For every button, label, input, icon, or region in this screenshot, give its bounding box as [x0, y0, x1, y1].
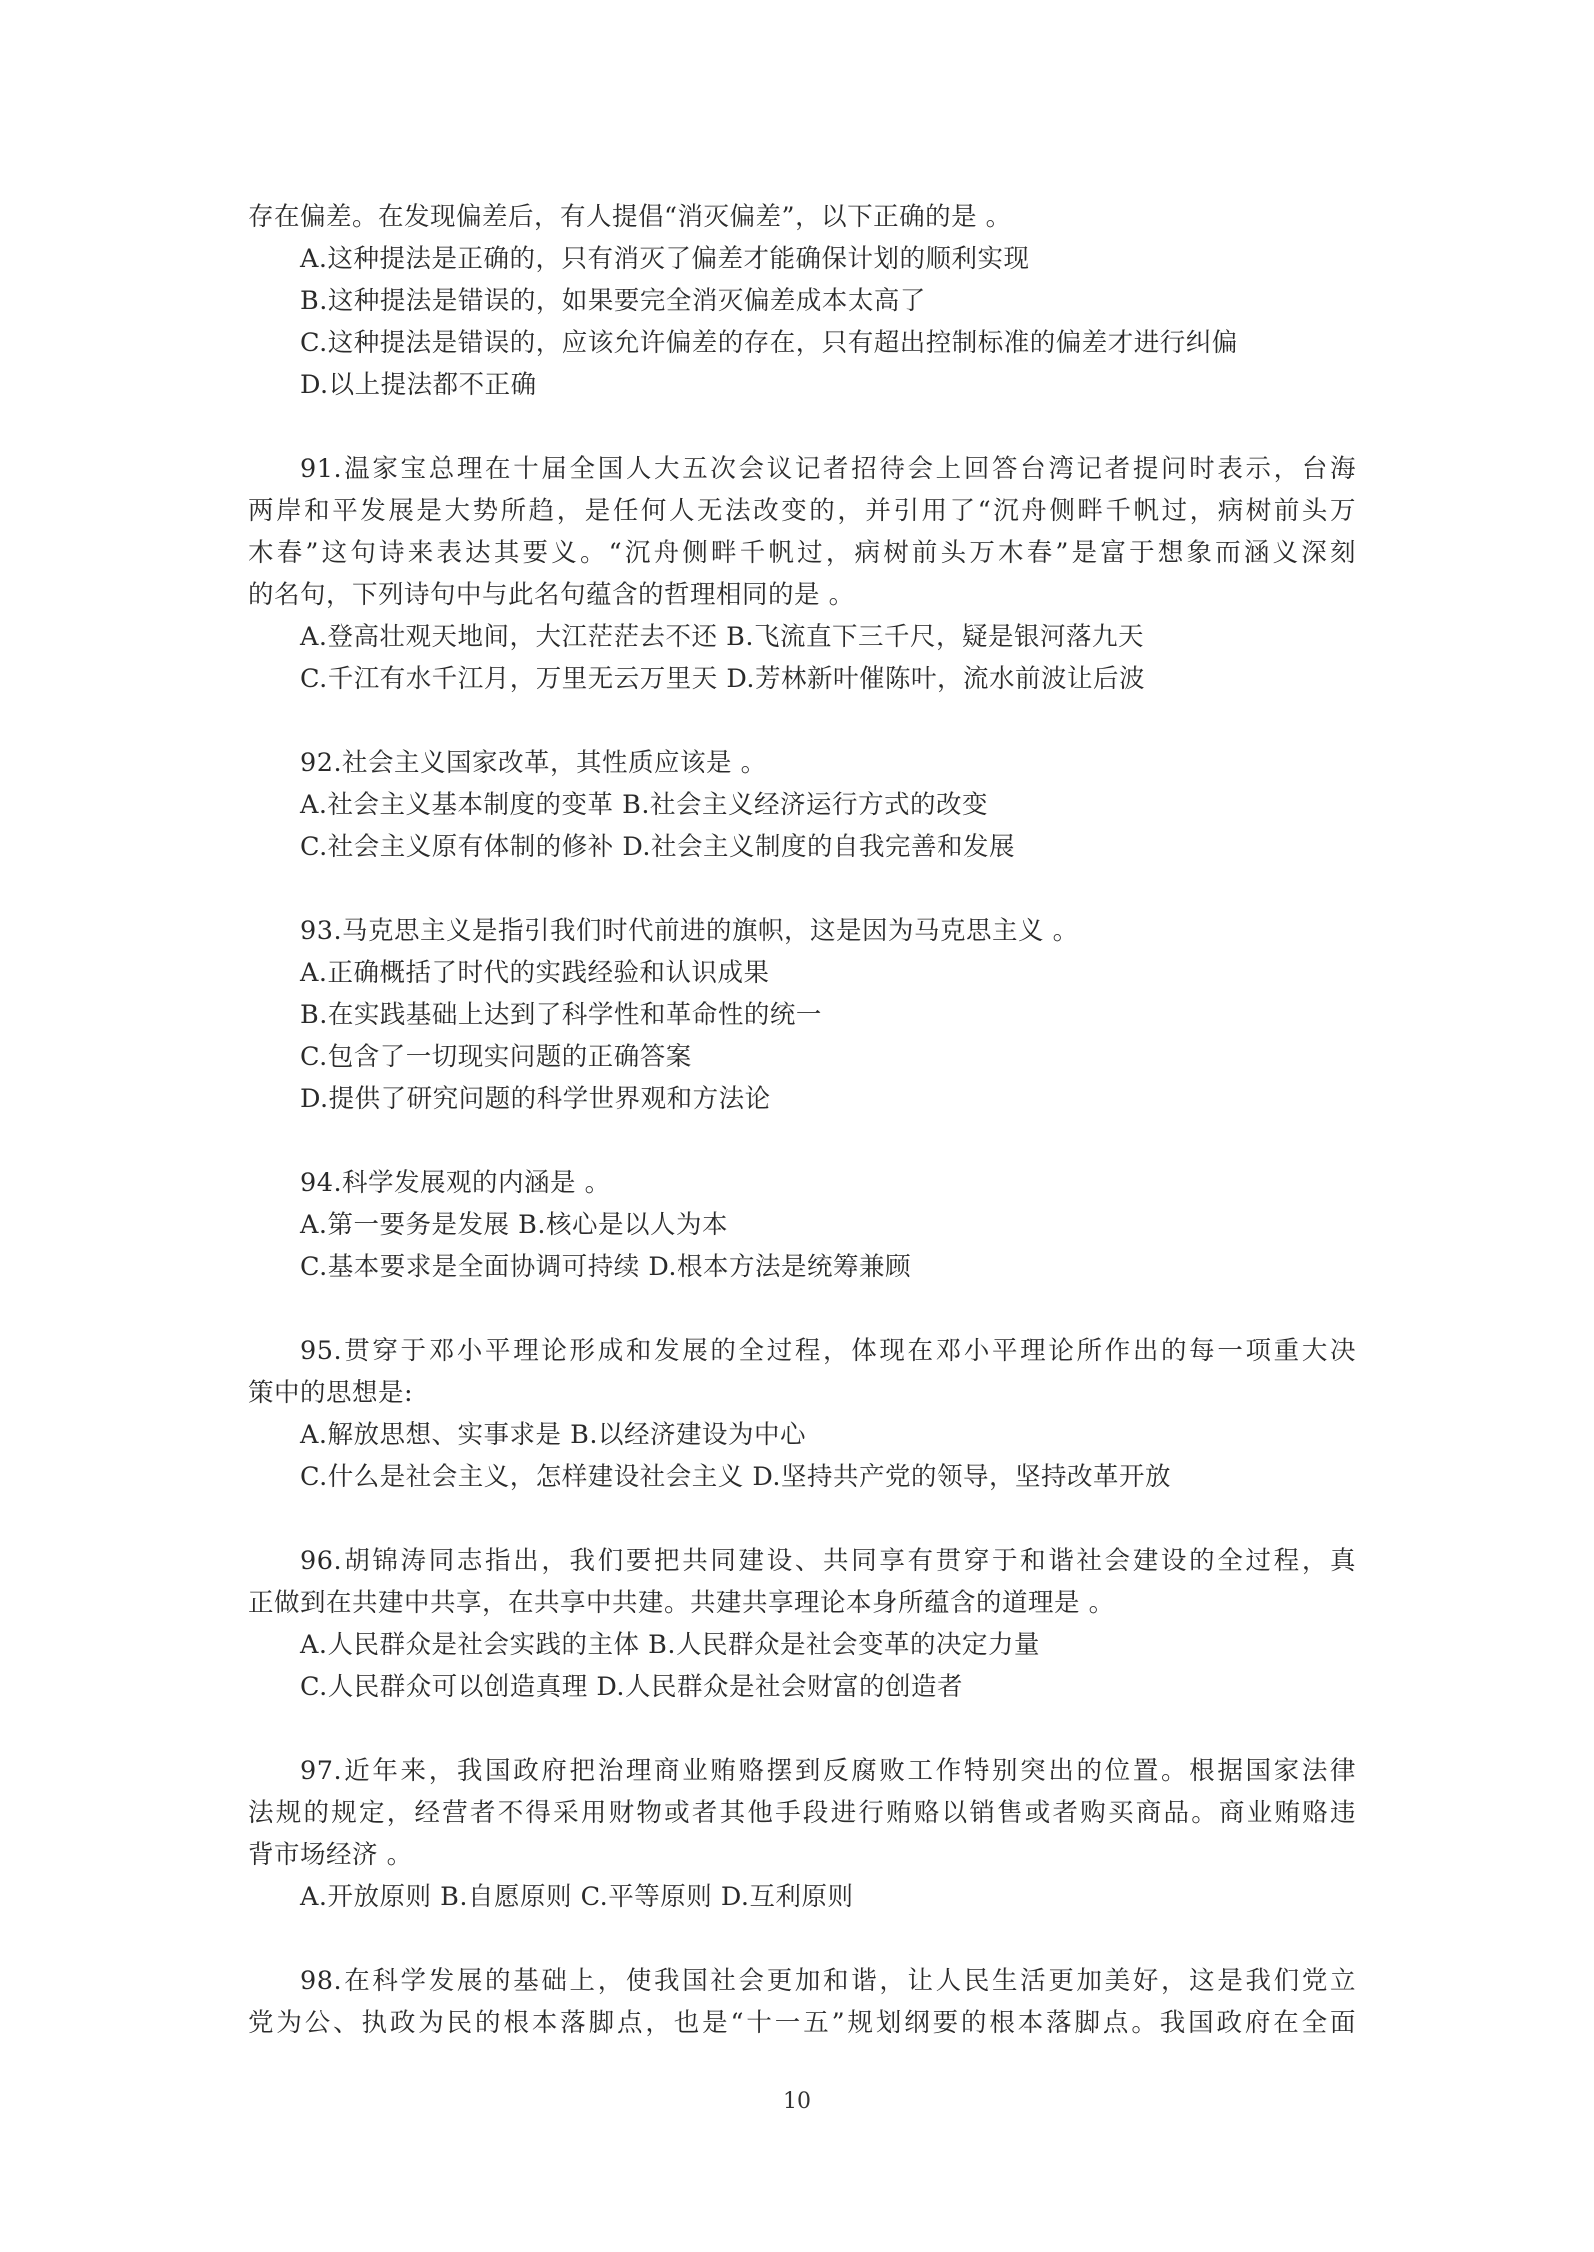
question-94	[248, 1162, 1356, 1288]
spacer	[248, 1120, 1356, 1162]
option-line: C.包含了一切现实问题的正确答案	[300, 1042, 692, 1072]
spacer	[248, 1918, 1356, 1960]
option-line: B.在实践基础上达到了科学性和革命性的统一	[300, 1000, 822, 1030]
question-stem-line: 两岸和平发展是大势所趋，是任何人无法改变的，并引用了“沉舟侧畔千帆过，病树前头万	[248, 496, 1356, 526]
question-stem-line: 95.贯穿于邓小平理论形成和发展的全过程，体现在邓小平理论所作出的每一项重大决	[300, 1336, 1356, 1366]
question-97	[248, 1750, 1356, 1918]
option-line: B.这种提法是错误的，如果要完全消灭偏差成本太高了	[300, 286, 926, 316]
option-line: A.解放思想、实事求是 B.以经济建设为中心	[300, 1420, 806, 1450]
question-stem-line: 正做到在共建中共享，在共享中共建。共建共享理论本身所蕴含的道理是 。	[248, 1588, 1115, 1618]
question-stem-line: 法规的规定，经营者不得采用财物或者其他手段进行贿赂以销售或者购买商品。商业贿赂违	[248, 1798, 1356, 1828]
question-stem-line: 党为公、执政为民的根本落脚点，也是“十一五”规划纲要的根本落脚点。我国政府在全面	[248, 2008, 1356, 2038]
option-line: C.千江有水千江月，万里无云万里天 D.芳林新叶催陈叶，流水前波让后波	[300, 664, 1145, 694]
page-content	[248, 196, 1356, 2044]
question-stem-line: 91.温家宝总理在十届全国人大五次会议记者招待会上回答台湾记者提问时表示，台海	[300, 454, 1356, 484]
question-continuation	[248, 196, 1356, 406]
spacer	[248, 868, 1356, 910]
question-stem-line: 97.近年来，我国政府把治理商业贿赂摆到反腐败工作特别突出的位置。根据国家法律	[300, 1756, 1356, 1786]
spacer	[248, 1498, 1356, 1540]
question-stem-line: 木春”这句诗来表达其要义。“沉舟侧畔千帆过，病树前头万木春”是富于想象而涵义深刻	[248, 538, 1356, 568]
question-95	[248, 1330, 1356, 1498]
option-line: C.社会主义原有体制的修补 D.社会主义制度的自我完善和发展	[300, 832, 1015, 862]
option-line: A.社会主义基本制度的变革 B.社会主义经济运行方式的改变	[300, 790, 988, 820]
option-line: C.基本要求是全面协调可持续 D.根本方法是统筹兼顾	[300, 1252, 911, 1282]
spacer	[248, 700, 1356, 742]
question-stem-line: 98.在科学发展的基础上，使我国社会更加和谐，让人民生活更加美好，这是我们党立	[300, 1966, 1356, 1996]
question-stem-line: 96.胡锦涛同志指出，我们要把共同建设、共同享有贯穿于和谐社会建设的全过程，真	[300, 1546, 1356, 1576]
option-line: C.人民群众可以创造真理 D.人民群众是社会财富的创造者	[300, 1672, 963, 1702]
question-stem-line: 策中的思想是:	[248, 1378, 414, 1408]
option-line: D.提供了研究问题的科学世界观和方法论	[300, 1084, 771, 1114]
page-number: 10	[783, 2089, 811, 2114]
question-stem-line: 92.社会主义国家改革，其性质应该是 。	[300, 748, 767, 778]
spacer	[248, 1288, 1356, 1330]
question-stem-line: 存在偏差。在发现偏差后，有人提倡“消灭偏差”，以下正确的是 。	[248, 202, 1012, 232]
spacer	[248, 406, 1356, 448]
question-91	[248, 448, 1356, 700]
question-stem-line: 的名句，下列诗句中与此名句蕴含的哲理相同的是 。	[248, 580, 855, 610]
question-92	[248, 742, 1356, 868]
option-line: C.这种提法是错误的，应该允许偏差的存在，只有超出控制标准的偏差才进行纠偏	[300, 328, 1238, 358]
option-line: A.正确概括了时代的实践经验和认识成果	[300, 958, 770, 988]
option-line: A.登高壮观天地间，大江茫茫去不还 B.飞流直下三千尺，疑是银河落九天	[300, 622, 1144, 652]
spacer	[248, 1708, 1356, 1750]
option-line: A.第一要务是发展 B.核心是以人为本	[300, 1210, 728, 1240]
question-stem-line: 93.马克思主义是指引我们时代前进的旗帜，这是因为马克思主义 。	[300, 916, 1079, 946]
option-line: A.开放原则 B.自愿原则 C.平等原则 D.互利原则	[300, 1882, 854, 1912]
option-line: A.这种提法是正确的，只有消灭了偏差才能确保计划的顺利实现	[300, 244, 1030, 274]
question-stem-line: 94.科学发展观的内涵是 。	[300, 1168, 611, 1198]
option-line: C.什么是社会主义，怎样建设社会主义 D.坚持共产党的领导，坚持改革开放	[300, 1462, 1171, 1492]
option-line: D.以上提法都不正确	[300, 370, 537, 400]
question-93	[248, 910, 1356, 1120]
question-96	[248, 1540, 1356, 1708]
question-98	[248, 1960, 1356, 2044]
question-stem-line: 背市场经济 。	[248, 1840, 413, 1870]
option-line: A.人民群众是社会实践的主体 B.人民群众是社会变革的决定力量	[300, 1630, 1040, 1660]
